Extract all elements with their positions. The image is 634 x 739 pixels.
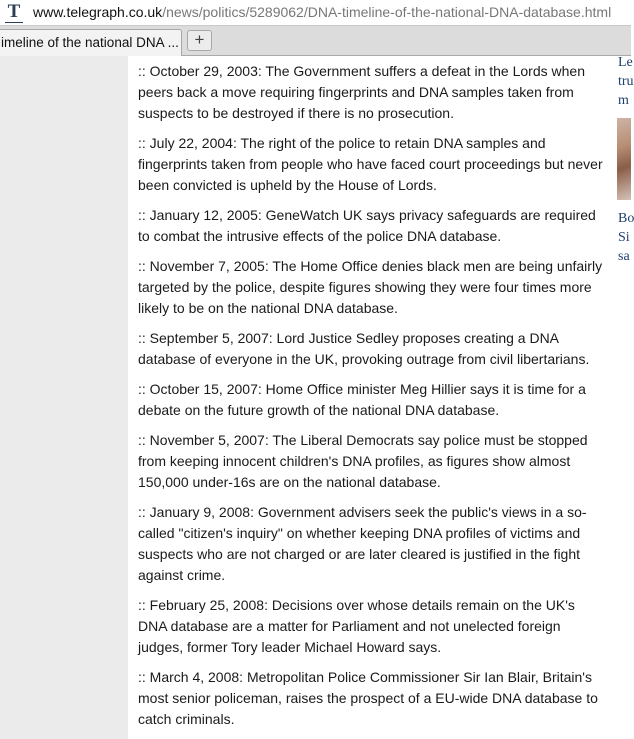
tab-title: imeline of the national DNA ... <box>1 35 179 50</box>
new-tab-button[interactable]: + <box>187 30 212 51</box>
related-link-line: tru <box>618 74 634 89</box>
related-link-line: Le <box>618 55 633 70</box>
timeline-entry: :: July 22, 2004: The right of the police to retain DNA samples and fingerprints taken from people who have faced court proceedings but never been convicted is upheld by the House of Lords. <box>138 135 603 193</box>
timeline-entry: :: November 7, 2005: The Home Office denies black men are being unfairly targeted by the police, despite figures showing they were four times more likely to be on the national DNA database. <box>138 258 603 316</box>
timeline-entry: :: March 4, 2008: Metropolitan Police Commissioner Sir Ian Blair, Britain's most senior policeman, raises the prospect of a EU-wide DNA database to catch criminals. <box>138 669 598 727</box>
timeline-entry: :: January 12, 2005: GeneWatch UK says privacy safeguards are required to combat the intrusive effects of the police DNA database. <box>138 207 596 244</box>
related-link-line: Si <box>618 230 630 245</box>
url-host: www.telegraph.co.uk <box>33 4 163 20</box>
left-gutter <box>0 56 128 739</box>
timeline-entry: :: November 5, 2007: The Liberal Democrats say police must be stopped from keeping innocent children's DNA profiles, as figures show almost 150,000 under-16s are on the national database. <box>138 432 588 490</box>
address-bar[interactable] <box>0 0 631 26</box>
telegraph-favicon-icon: T <box>5 2 23 23</box>
right-column <box>617 55 634 739</box>
related-link-top[interactable] <box>618 53 634 110</box>
tab-strip <box>0 26 631 56</box>
article-body <box>138 61 604 739</box>
related-link-bottom[interactable] <box>618 209 634 266</box>
timeline-entry: :: October 15, 2007: Home Office minister Meg Hillier says it is time for a debate on the future growth of the national DNA database. <box>138 381 586 418</box>
related-link-line: sa <box>618 249 630 264</box>
related-story-image[interactable] <box>617 118 631 200</box>
related-link-line: m <box>618 93 629 108</box>
timeline-entry: :: February 25, 2008: Decisions over whose details remain on the UK's DNA database are a matter for Parliament and not unelected foreign judges, former Tory leader Michael Howard says. <box>138 597 575 655</box>
tab-active[interactable] <box>0 29 182 56</box>
related-link-line: Bo <box>618 211 634 226</box>
url-path: /news/politics/5289062/DNA-timeline-of-the-national-DNA-database.html <box>162 4 612 20</box>
timeline-entry: :: January 9, 2008: Government advisers seek the public's views in a so-called "citizen's inquiry" on whether keeping DNA profiles of victims and suspects who are not charged or are later cleared is justified in the fight against crime. <box>138 504 587 583</box>
timeline-entry: :: September 5, 2007: Lord Justice Sedley proposes creating a DNA database of everyone in the UK, provoking outrage from civil libertarians. <box>138 330 590 367</box>
url-text[interactable] <box>33 3 611 21</box>
timeline-entry: :: October 29, 2003: The Government suffers a defeat in the Lords when peers back a move requiring fingerprints and DNA samples taken from suspects to be destroyed if there is no prosecution. <box>138 63 585 121</box>
